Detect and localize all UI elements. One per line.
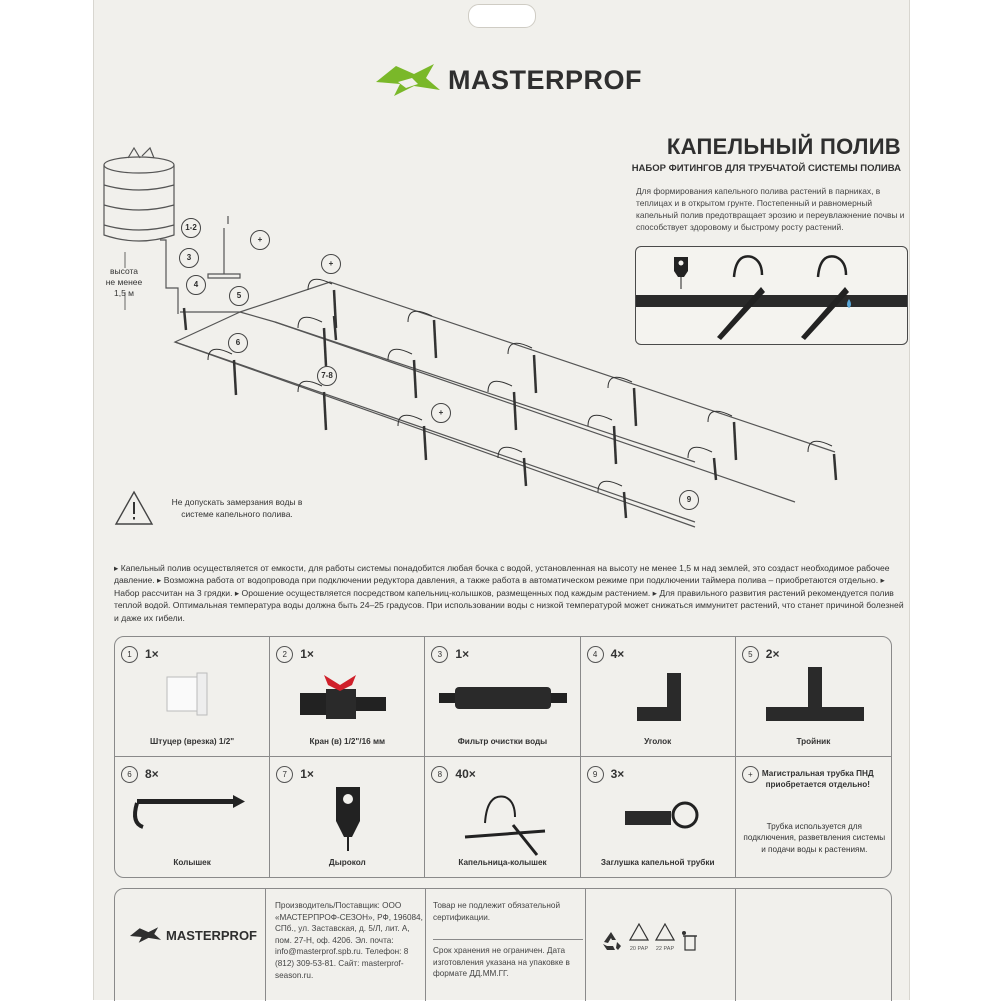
footer [114, 888, 892, 1001]
recycle-icons: 20 PAP 22 PAP [599, 923, 699, 952]
footer-logo: MASTERPROF [129, 925, 257, 945]
kit-item: 8 40× Капельница-колышек [425, 757, 580, 877]
scheme-label: 4 [186, 275, 206, 295]
page-subtitle: НАБОР ФИТИНГОВ ДЛЯ ТРУБЧАТОЙ СИСТЕМЫ ПОЛИВА [631, 163, 901, 174]
scheme-label: 6 [228, 333, 248, 353]
warning-text: Не допускать замерзания воды в системе капельного полива. [171, 497, 303, 519]
scheme-label: + [250, 230, 270, 250]
recycle-icon [599, 930, 623, 952]
packaging-card [93, 0, 910, 1000]
pipe-note-body: Трубка используется для подключения, разветвления системы и подачи воды к растениям. [743, 822, 886, 854]
scheme-label: 9 [679, 490, 699, 510]
scheme-label: 5 [229, 286, 249, 306]
kit-item: 6 8× Колышек [115, 757, 270, 877]
kit-item: 9 3× Заглушка капельной трубки [581, 757, 736, 877]
kit-item: 2 1× Кран (в) 1/2"/16 мм [270, 637, 425, 757]
intro-text: Для формирования капельного полива растений в парниках, в теплицах и в открытом грунте. Постепенный и равномерный капельный полив предотвращает эрозию и переувлажнение почвы и способствует здоровому и быстрому росту растений. [636, 186, 905, 232]
trash-bin-icon [681, 930, 699, 952]
kit-item: 7 1× Дырокол [270, 757, 425, 877]
kit-item: 3 1× Фильтр очистки воды [425, 637, 580, 757]
scheme-label: + [431, 403, 451, 423]
scheme-drawing [94, 140, 909, 550]
pipe-note-heading: Магистральная трубка ПНД приобретается отдельно! [761, 769, 874, 789]
scheme-label: 1-2 [181, 218, 201, 238]
kit-item: 4 4× Уголок [581, 637, 736, 757]
brand-logo [374, 60, 642, 100]
page-title: КАПЕЛЬНЫЙ ПОЛИВ [666, 134, 901, 159]
warning-icon [114, 490, 154, 526]
fox-logo-icon [374, 60, 444, 100]
description-text: ▸ Капельный полив осуществляется от емкости, для работы системы понадобится любая бочка с водой, установленная на высоту не менее 1,5 м над землей, это создаст необходимое рабочее давление. ▸ Возможна работа от водопровода при подключении редуктора давления, а также работа в автоматическом режиме при подключении таймера полива – приобретаются отдельно. ▸ Набор рассчитан на 3 грядки. ▸ Орошение осуществляется посредством капельниц-колышков, размещенных под каждым растением. ▸ Для правильного развития растений рекомендуется полив теплой водой. Оптимальная температура воды должна быть 24–25 градусов. При использовании воды с низкой температурой может снижаться иммунитет растений, что станет причиной болезней и даже их гибели. [114, 563, 904, 623]
kit-contents-grid [114, 636, 892, 878]
fox-logo-icon [129, 925, 163, 945]
scheme-label: + [321, 254, 341, 274]
storage-note: Срок хранения не ограничен. Дата изготовления указана на упаковке в формате ДД.ММ.ГГ. [433, 946, 570, 979]
certification-note: Товар не подлежит обязательной сертификации. [433, 901, 561, 922]
recycle-triangle-icon [655, 923, 675, 941]
scheme-label: 7-8 [317, 366, 337, 386]
kit-item: 1 1× Штуцер (врезка) 1/2" [115, 637, 270, 757]
hang-hole [468, 4, 536, 28]
scheme-label: 3 [179, 248, 199, 268]
irrigation-scheme [94, 140, 909, 550]
kit-item: 5 2× Тройник [736, 637, 891, 757]
pipe-note: + Магистральная трубка ПНД приобретается отдельно! Трубка используется для подключения, разветвления системы и подачи воды к растениям. [736, 757, 891, 877]
producer-info: Производитель/Поставщик: ООО «МАСТЕРПРОФ-СЕЗОН», РФ, 196084, СПб., ул. Заставская, д. 5/Л, лит. А, пом. 27-Н, оф. 4206. Эл. почта: info@masterprof.spb.ru. Телефон: 8 (812) 309-53-81. Сайт: masterprof-season.ru. [275, 901, 423, 980]
warning-block [114, 490, 312, 526]
height-note: высота не менее 1,5 м [105, 266, 143, 298]
brand-name: MASTERPROF [448, 64, 642, 95]
recycle-triangle-icon [629, 923, 649, 941]
